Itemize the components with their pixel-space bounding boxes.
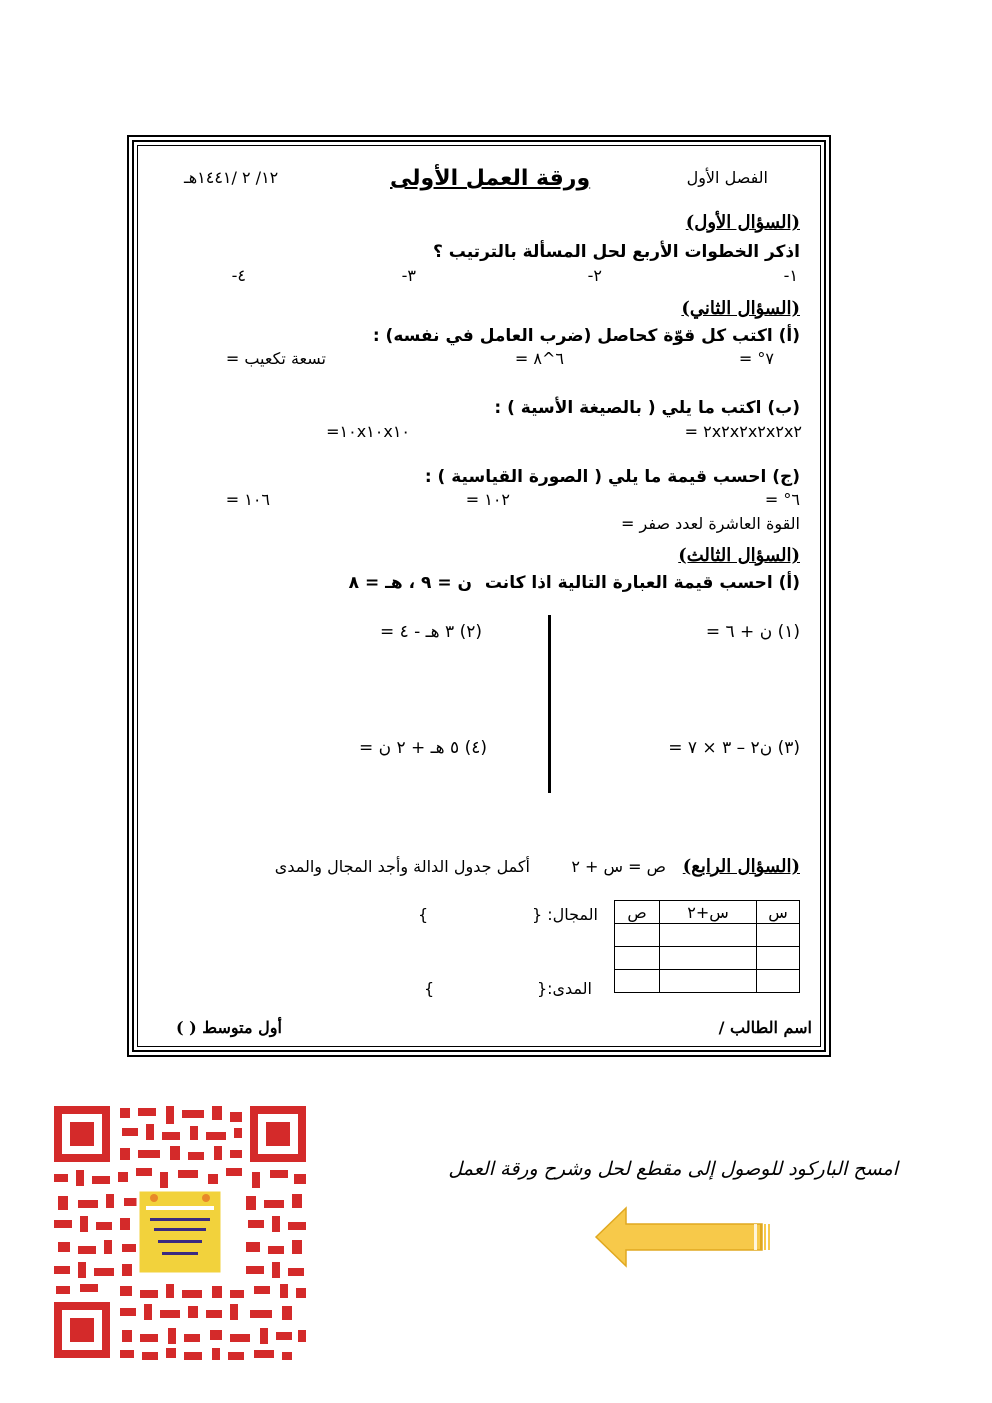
table-header-x: س [757,901,800,924]
q3-divider [548,615,551,793]
class-label: أول متوسط ( ) [176,1018,282,1037]
q1-step-4: ٤- [231,266,246,285]
worksheet-date: ١٢/ ٢ /١٤٤١هـ [184,168,279,187]
q4-equation: ص = س + ٢ [571,857,666,876]
domain-label: المجال: { [531,905,598,924]
term-label: الفصل الأول [686,168,768,187]
q4-prompt: أكمل جدول الدالة وأجد المجال والمدى [274,857,530,876]
table-cell[interactable] [660,924,757,947]
q2c-extra: القوة العاشرة لعدد صفر = [621,514,800,533]
table-header-y: ص [615,901,660,924]
table-cell[interactable] [757,924,800,947]
domain-close-brace: } [418,905,429,924]
qr-note: امسح الباركود للوصول إلى مقطع لحل وشرح ورقة العمل [448,1158,898,1180]
q2b-item-1: ٢x٢x٢x٢x٢x٢ = [684,422,802,441]
q3-prompt: (أ) احسب قيمة العبارة التالية اذا كانت [484,573,800,593]
q2a-item-1: ٧° = [738,349,774,368]
table-cell[interactable] [660,970,757,993]
table-cell[interactable] [615,924,660,947]
q3-item-4: (٤) ٥ هـ + ٢ ن = [358,738,487,758]
table-cell[interactable] [757,970,800,993]
table-header-x-plus-2: س+٢ [660,901,757,924]
q1-step-2: ٢- [587,266,602,285]
q1-step-1: ١- [783,266,798,285]
q1-heading: (السؤال الأول) [685,212,800,233]
range-label: المدى:{ [536,979,592,998]
q2c-item-3: ١٠٦ = [225,490,270,509]
q2c-item-2: ١٠٢ = [465,490,510,509]
q2a-prompt: (أ) اكتب كل قوّة كحاصل (ضرب العامل في نفسه) : [372,326,800,346]
q3-heading: (السؤال الثالث) [678,545,800,566]
table-cell[interactable] [615,970,660,993]
q3-item-1: (١) ن + ٦ = [705,622,800,642]
q2c-item-1: ٦° = [764,490,800,509]
function-table [614,900,800,993]
q1-step-3: ٣- [401,266,416,285]
range-close-brace: } [424,979,435,998]
q2b-item-2: ١٠x١٠x١٠= [326,422,410,441]
q2a-item-3: تسعة تكعيب = [225,349,326,368]
q3-item-3: (٣) ن٢ – ٣ × ٧ = [668,738,800,758]
worksheet-title: ورقة العمل الأولى [390,166,591,191]
q2a-item-2: ٦^٨ = [514,349,564,368]
table-cell[interactable] [757,947,800,970]
q3-item-2: (٢) ٣ هـ - ٤ = [379,622,482,642]
student-name-label: اسم الطالب / [718,1018,812,1037]
table-cell[interactable] [660,947,757,970]
q2c-prompt: (ج) احسب قيمة ما يلي ( الصورة القياسية ) : [424,467,800,487]
q3-given: ن = ٩ ، هـ = ٨ [348,573,472,593]
q1-prompt: اذكر الخطوات الأربع لحل المسألة بالترتيب ؟ [432,242,800,262]
q2b-prompt: (ب) اكتب ما يلي ( بالصيغة الأسية ) : [494,398,800,418]
table-cell[interactable] [615,947,660,970]
qr-code[interactable] [50,1102,310,1362]
arrow-left-icon [594,1206,772,1268]
q2-heading: (السؤال الثاني) [681,298,800,319]
q4-heading: (السؤال الرابع) [682,856,800,877]
